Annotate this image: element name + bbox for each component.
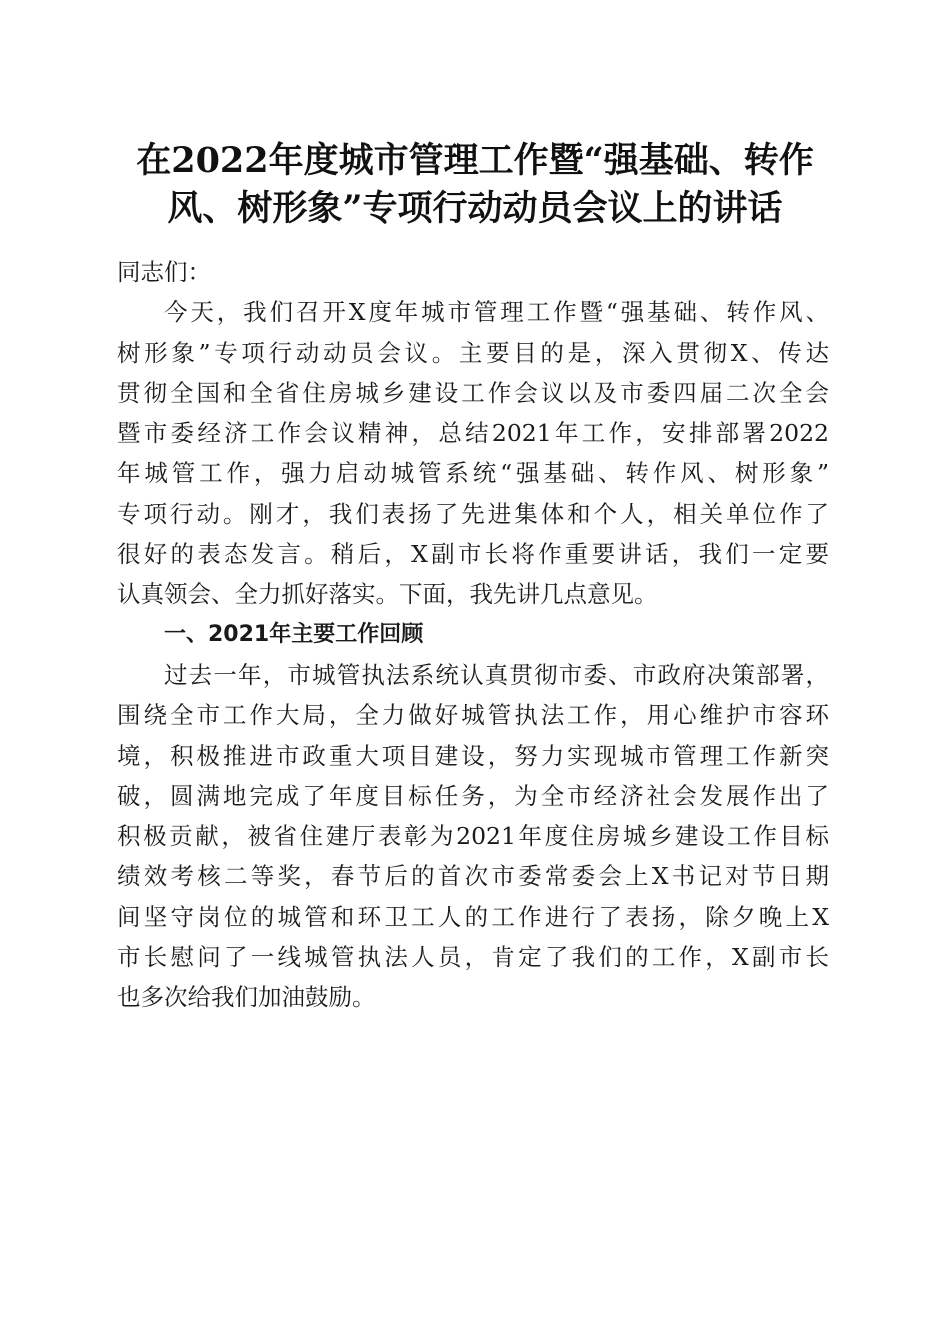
paragraph-2-line: 过去一年，市城管执法系统认真贯彻市委、市政府决策部署， xyxy=(164,660,829,689)
paragraph-1-line: 很好的表态发言。稍后，X副市长将作重要讲话，我们一定要 xyxy=(117,540,829,569)
section-1-heading: 一、2021年主要工作回顾 xyxy=(164,621,424,647)
paragraph-2-line: 积极贡献，被省住建厅表彰为2021年度住房城乡建设工作目标 xyxy=(117,822,829,851)
paragraph-1-line: 树形象”专项行动动员会议。主要目的是，深入贯彻X、传达 xyxy=(117,338,829,367)
paragraph-2-line: 间坚守岗位的城管和环卫工人的工作进行了表扬，除夕晚上X xyxy=(117,902,829,931)
paragraph-1-line: 年城管工作，强力启动城管系统“强基础、转作风、树形象” xyxy=(117,459,829,488)
document-title-line-1: 在2022年度城市管理工作暨“强基础、转作 xyxy=(136,140,814,181)
document-title-line-2: 风、树形象”专项行动动员会议上的讲话 xyxy=(167,188,783,229)
paragraph-2-line: 破，圆满地完成了年度目标任务，为全市经济社会发展作出了 xyxy=(117,781,829,810)
paragraph-2-line: 围绕全市工作大局，全力做好城管执法工作，用心维护市容环 xyxy=(117,701,829,730)
paragraph-1-line: 贯彻全国和全省住房城乡建设工作会议以及市委四届二次全会 xyxy=(117,378,829,407)
salutation: 同志们： xyxy=(117,258,211,286)
paragraph-1-line: 今天，我们召开X度年城市管理工作暨“强基础、转作风、 xyxy=(164,298,829,327)
paragraph-2-line: 市长慰问了一线城管执法人员，肯定了我们的工作，X副市长 xyxy=(117,943,829,972)
paragraph-2-line: 境，积极推进市政重大项目建设，努力实现城市管理工作新突 xyxy=(117,741,829,770)
document-body xyxy=(117,252,829,1018)
paragraph-2-line: 也多次给我们加油鼓励。 xyxy=(117,983,376,1012)
paragraph-1-line: 专项行动。刚才，我们表扬了先进集体和个人，相关单位作了 xyxy=(117,499,829,528)
paragraph-1-line: 暨市委经济工作会议精神，总结2021年工作，安排部署2022 xyxy=(117,419,829,448)
paragraph-2-line: 绩效考核二等奖，春节后的首次市委常委会上X书记对节日期 xyxy=(117,862,829,891)
paragraph-1-line: 认真领会、全力抓好落实。下面，我先讲几点意见。 xyxy=(117,580,658,609)
